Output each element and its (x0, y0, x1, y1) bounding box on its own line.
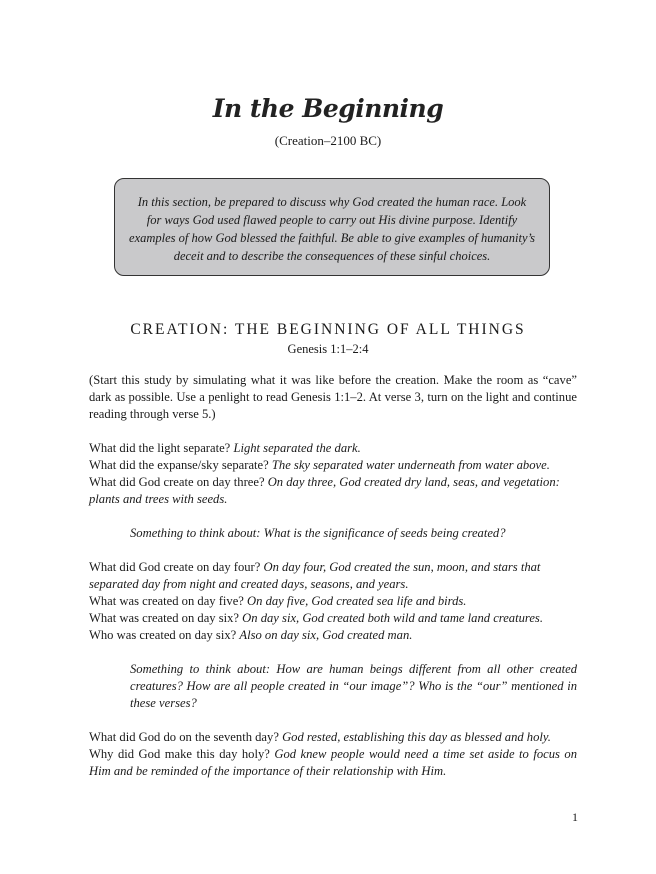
answer: The sky separated water underneath from water above. (271, 458, 550, 472)
question: What did God create on day three? (89, 475, 268, 489)
answer: Light separated the dark. (233, 441, 361, 455)
answer: On day four, God created the sun, moon, and stars that separated day from night and created days, seasons, and years. (89, 560, 541, 591)
page-subtitle: (Creation–2100 BC) (274, 133, 382, 148)
intro-text: In this section, be prepared to discuss why God created the human race. Look for ways God used flawed people to carry out His divine purpose. Identify examples of how God blessed the faithful. Be able to give examples of humanity’s deceit and to describe the consequences of these sinful choices. (129, 195, 535, 263)
answer: God rested, establishing this day as blessed and holy. (282, 730, 551, 744)
answer: On day six, God created both wild and tame land creatures. (242, 611, 543, 625)
section-heading: CREATION: THE BEGINNING OF ALL THINGS (130, 321, 526, 338)
question: What did the expanse/sky separate? (89, 458, 272, 472)
question: Who was created on day six? (89, 628, 240, 642)
qa-item (89, 627, 577, 644)
page-number: 1 (572, 810, 578, 824)
think-about-note: Something to think about: What is the significance of seeds being created? (130, 526, 506, 540)
answer: God knew people would need a time set aside to focus on Him and be reminded of the importance of their relationship with Him. (89, 747, 577, 778)
question: Why did God make this day holy? (89, 747, 275, 761)
question: What did God create on day four? (89, 560, 264, 574)
qa-item (89, 593, 577, 610)
think-about-note: Something to think about: How are human beings different from all other created creatures? How are all people created in “our image”? Who is the “our” mentioned in these verses? (130, 662, 577, 710)
qa-item (89, 474, 577, 508)
qa-item (89, 746, 577, 780)
answer: Also on day six, God created man. (239, 628, 413, 642)
scripture-reference: Genesis 1:1–2:4 (287, 342, 369, 356)
answer: On day three, God created dry land, seas, and vegetation: plants and trees with seeds. (89, 475, 560, 506)
qa-item (89, 440, 577, 457)
page-title: In the Beginning (212, 94, 444, 123)
question: What did God do on the seventh day? (89, 730, 283, 744)
question: What was created on day five? (89, 594, 248, 608)
qa-item (89, 729, 577, 746)
instructions-paragraph: (Start this study by simulating what it was like before the creation. Make the room as “cave” dark as possible. Use a penlight to read Genesis 1:1–2. At verse 3, turn on the light and continue reading through verse 5.) (89, 373, 577, 421)
qa-item (89, 457, 577, 474)
answer: On day five, God created sea life and birds. (247, 594, 467, 608)
question: What was created on day six? (89, 611, 243, 625)
intro-callout-box (114, 178, 550, 276)
study-body (89, 372, 577, 780)
qa-item (89, 610, 577, 627)
qa-item (89, 559, 577, 593)
question: What did the light separate? (89, 441, 234, 455)
